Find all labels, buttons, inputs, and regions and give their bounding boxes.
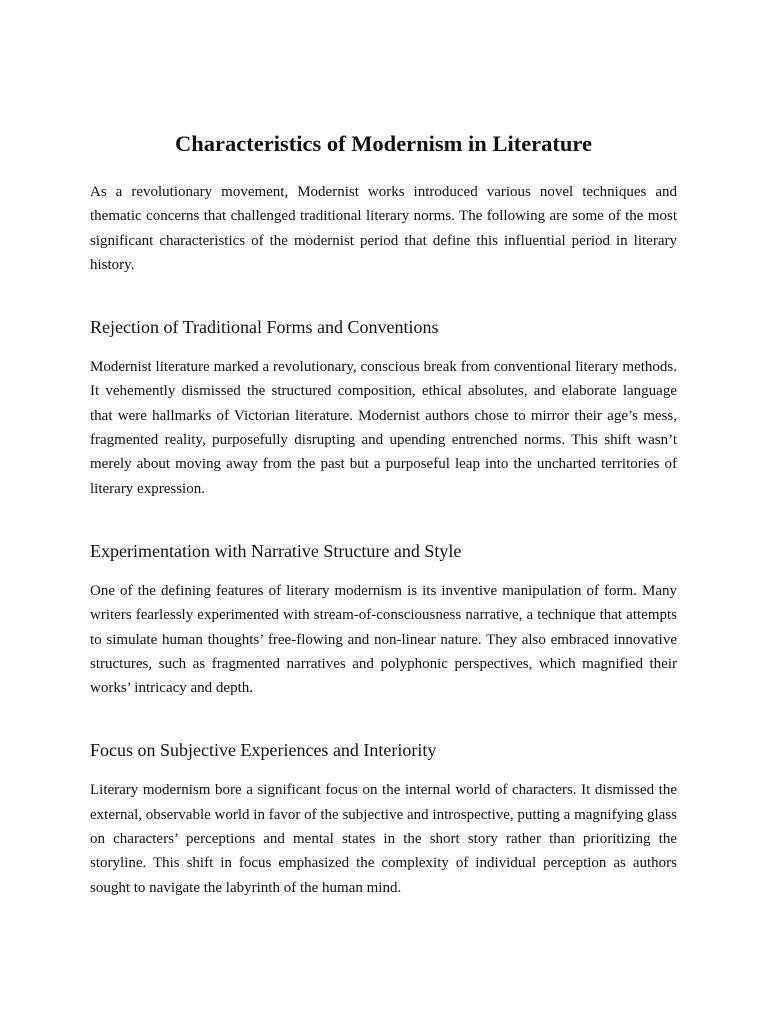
intro-paragraph: As a revolutionary movement, Modernist works introduced various novel techniques and thematic concerns that challenged traditional literary norms. The following are some of the most significant characteristics of the modernist period that define this influential period in literary history. xyxy=(90,184,677,273)
section-heading-subjective: Focus on Subjective Experiences and Interiority xyxy=(90,740,437,761)
document-title: Characteristics of Modernism in Literature xyxy=(175,131,592,156)
section-heading-rejection: Rejection of Traditional Forms and Conventions xyxy=(90,317,439,338)
section-body-rejection: Modernist literature marked a revolutionary, conscious break from conventional literary methods. It vehemently dismissed the structured composition, ethical absolutes, and elaborate language that were hallmarks of Victorian literature. Modernist authors chose to mirror their age’s mess, fragmented reality, purposefully disrupting and upending entrenched norms. This shift wasn’t merely about moving away from the past but a purposeful leap into the uncharted territories of literary expression. xyxy=(90,359,677,497)
section-body-subjective: Literary modernism bore a significant focus on the internal world of characters. It dismissed the external, observable world in favor of the subjective and introspective, putting a magnifying glass on characters’ perceptions and mental states in the short story rather than prioritizing the storyline. This shift in focus emphasized the complexity of individual perception as authors sought to navigate the labyrinth of the human mind. xyxy=(90,782,677,896)
section-body-experimentation: One of the defining features of literary modernism is its inventive manipulation of form. Many writers fearlessly experimented with stream-of-consciousness narrative, a technique that attempts to simulate human thoughts’ free-flowing and non-linear nature. They also embraced innovative structures, such as fragmented narratives and polyphonic perspectives, which magnified their works’ intricacy and depth. xyxy=(90,582,677,697)
document-content xyxy=(90,128,677,900)
section-heading-experimentation: Experimentation with Narrative Structure and Style xyxy=(90,540,462,561)
